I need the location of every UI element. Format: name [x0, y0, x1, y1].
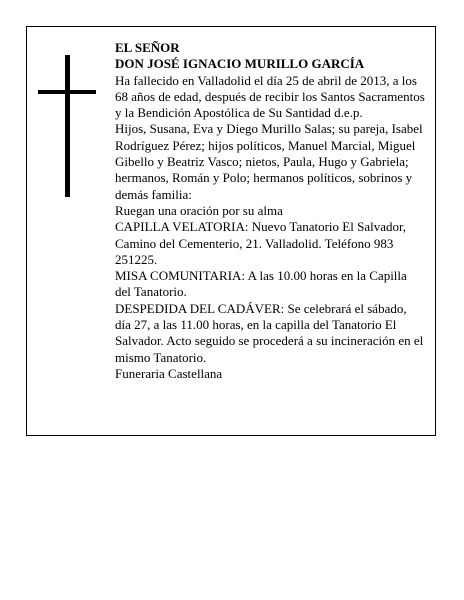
prayer-request: Ruegan una oración por su alma	[115, 202, 283, 218]
farewell-info: DESPEDIDA DEL CADÁVER: Se celebrará el sábado, día 27, a las 11.00 horas, en la capilla del Tanatorio El Salvador. Acto seguido se procederá a su incineración en el mismo Tanatorio.	[115, 300, 424, 365]
family-list: Hijos, Susana, Eva y Diego Murillo Salas; su pareja, Isabel Rodríguez Pérez; hijos políticos, Manuel Marcial, Miguel Gibello y Beatriz Vasco; nietos, Paula, Hugo y Gabriela; hermanos, Román y Polo; hermanos políticos, sobrinos y demás familia:	[115, 121, 423, 202]
funeral-home: Funeraria Castellana	[115, 365, 223, 381]
chapel-info: CAPILLA VELATORIA: Nuevo Tanatorio El Salvador, Camino del Cementerio, 21. Valladolid. Teléfono 983 251225.	[115, 219, 407, 267]
obituary-text	[115, 40, 425, 382]
deceased-name: DON JOSÉ IGNACIO MURILLO GARCÍA	[115, 56, 365, 72]
cross-horizontal-bar	[38, 90, 96, 94]
cross-vertical-bar	[65, 55, 70, 197]
deceased-title: EL SEÑOR	[115, 40, 180, 55]
death-announcement: Ha fallecido en Valladolid el día 25 de abril de 2013, a los 68 años de edad, después de recibir los Santos Sacramentos y la Bendición Apostólica de Su Santidad d.e.p.	[115, 72, 425, 121]
mass-info: MISA COMUNITARIA: A las 10.00 horas en la Capilla del Tanatorio.	[115, 268, 407, 300]
latin-cross-icon	[38, 55, 96, 197]
